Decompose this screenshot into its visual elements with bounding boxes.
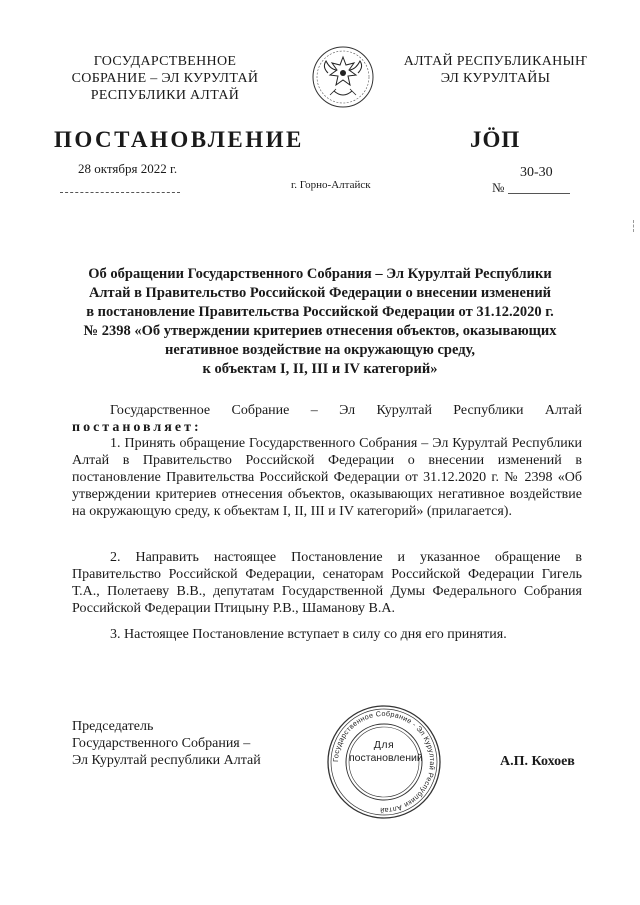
title-line-2: Алтай в Правительство Российской Федерации о внесении изменений xyxy=(88,285,552,301)
intro-text: Государственное Собрание – Эл Курултай Республики Алтай xyxy=(110,403,582,418)
signatory-title xyxy=(72,718,261,769)
title-line-6: к объектам I, II, III и IV категорий» xyxy=(202,361,438,377)
number-prefix: № xyxy=(492,180,505,195)
signatory-title-line-1: Председатель xyxy=(72,719,154,734)
title-line-1: Об обращении Государственного Собрания – Эл Курултай Республики xyxy=(88,266,552,282)
title-line-3: в постановление Правительства Российской Федерации от 31.12.2020 г. xyxy=(86,304,554,320)
stamp-label-line-2: постановлений xyxy=(349,752,423,764)
paragraph-3: 3. Настоящее Постановление вступает в силу со дня его принятия. xyxy=(110,627,507,642)
org-left-line-3: РЕСПУБЛИКИ АЛТАЙ xyxy=(90,88,240,103)
org-right-line-1: АЛТАЙ РЕСПУБЛИКАНЫҤ xyxy=(403,54,588,69)
document-date: 28 октября 2022 г. xyxy=(78,161,178,176)
signatory-title-line-2: Государственного Собрания – xyxy=(72,736,251,751)
intro-verb: постановляет: xyxy=(72,420,202,435)
intro-paragraph xyxy=(72,402,582,436)
organization-name-altai xyxy=(388,53,603,87)
number-underline xyxy=(508,193,570,194)
stamp-label xyxy=(349,739,423,765)
org-left-line-1: ГОСУДАРСТВЕННОЕ xyxy=(93,54,237,69)
signatory-name: А.П. Кохоев xyxy=(500,754,575,769)
document-city: г. Горно-Алтайск xyxy=(291,179,371,191)
date-underline xyxy=(60,192,180,193)
organization-name-ru xyxy=(50,53,280,104)
org-left-line-2: СОБРАНИЕ – ЭЛ КУРУЛТАЙ xyxy=(71,71,259,86)
margin-mark xyxy=(633,220,635,232)
document-type-altai: JӦП xyxy=(470,127,521,152)
paragraph-2: 2. Направить настоящее Постановление и указанное обращение в Правительство Российской Федерации, сенаторам Российской Федерации Гигель Т.А., Полетаеву В.В., депутатам Государственной Думы Федерального Собрания Российской Федерации Птицыну Р.В., Шаманову В.А. xyxy=(72,550,582,616)
paragraph-1: 1. Принять обращение Государственного Собрания – Эл Курултай Республики Алтай в Правительство Российской Федерации о внесении изменений в постановление Правительства Российской Федерации от 31.12.2020 г. № 2398 «Об утверждении критериев отнесения объектов, оказывающих негативное воздействие на окружающую среду, к объектам I, II, III и IV категорий» (прилагается). xyxy=(72,436,582,519)
title-line-4: № 2398 «Об утверждении критериев отнесения объектов, оказывающих xyxy=(83,323,557,339)
stamp-ring-text: Государственное Собрание - Эл Курултай Республики Алтай xyxy=(330,708,438,816)
org-right-line-2: ЭЛ КУРУЛТАЙЫ xyxy=(440,71,551,86)
document-number: 30-30 xyxy=(520,165,553,180)
document-title xyxy=(62,265,578,379)
document-type-ru: ПОСТАНОВЛЕНИЕ xyxy=(54,127,304,152)
stamp-label-line-1: Для xyxy=(373,739,395,751)
title-line-5: негативное воздействие на окружающую среду, xyxy=(164,342,475,358)
signatory-title-line-3: Эл Курултай республики Алтай xyxy=(72,753,261,768)
altai-republic-emblem-icon xyxy=(310,43,376,111)
